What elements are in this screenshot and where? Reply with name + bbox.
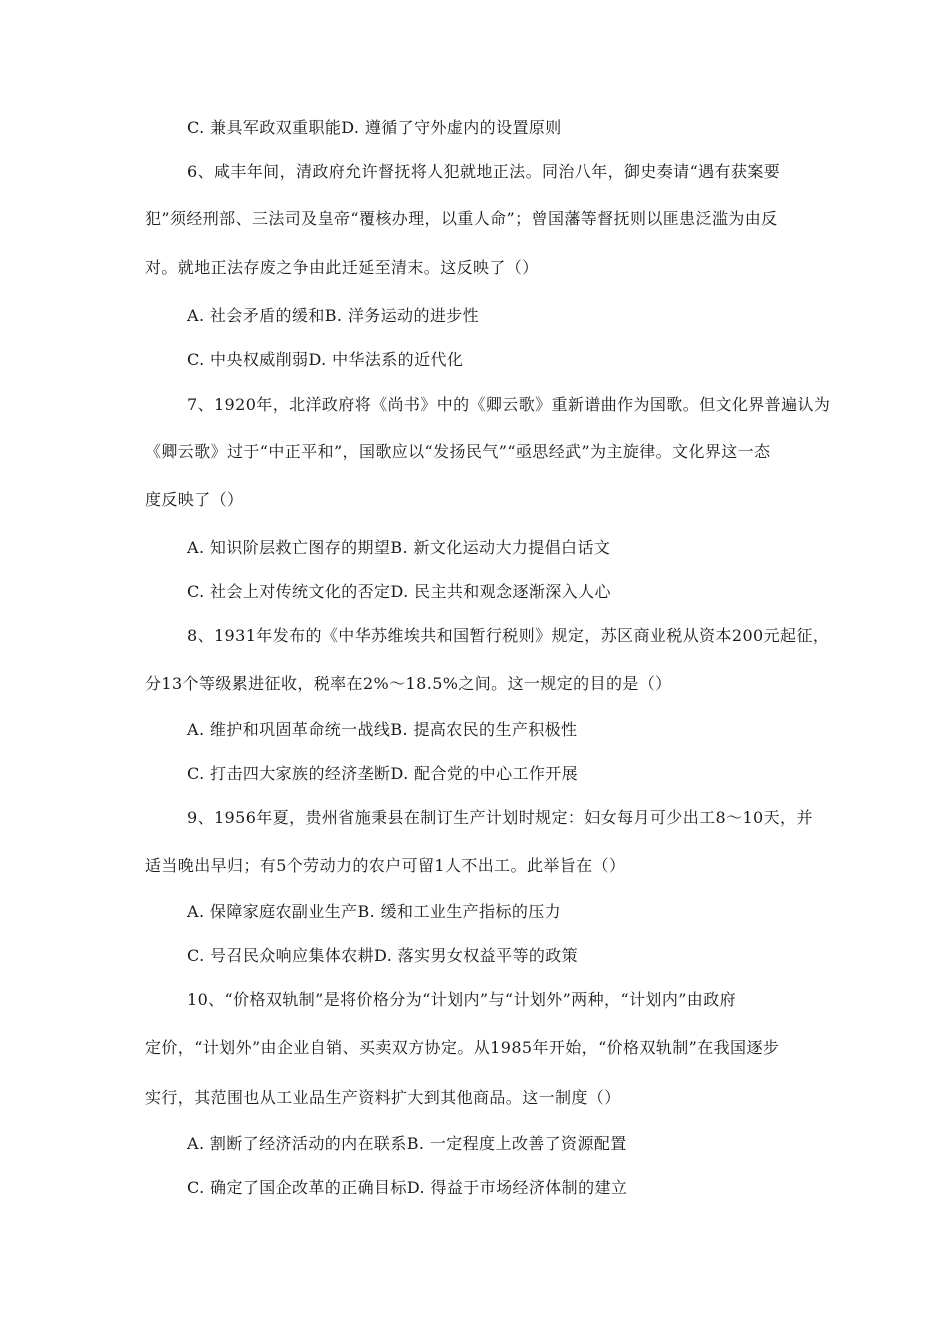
q10-option-cd: C. 确定了国企改革的正确目标D. 得益于市场经济体制的建立 [187,1178,628,1197]
q9-stem-line-2: 适当晚出早归；有5个劳动力的农户可留1人不出工。此举旨在（） [145,856,626,875]
q6-stem-line-1: 6、咸丰年间，清政府允许督抚将人犯就地正法。同治八年，御史奏请“遇有获案要 [187,162,781,181]
q6-option-ab: A. 社会矛盾的缓和B. 洋务运动的进步性 [187,306,480,325]
q10-stem-line-2: 定价，“计划外”由企业自销、买卖双方协定。从1985年开始，“价格双轨制”在我国逐步 [145,1038,780,1057]
q10-option-ab: A. 割断了经济活动的内在联系B. 一定程度上改善了资源配置 [187,1134,627,1153]
q7-stem-line-1: 7、1920年，北洋政府将《尚书》中的《卿云歌》重新谱曲作为国歌。但文化界普遍认为 [187,395,831,414]
q6-option-cd: C. 中央权威削弱D. 中华法系的近代化 [187,350,464,369]
q8-stem-line-1: 8、1931年发布的《中华苏维埃共和国暂行税则》规定，苏区商业税从资本200元起征， [187,626,830,645]
q10-stem-line-3: 实行，其范围也从工业品生产资料扩大到其他商品。这一制度（） [145,1088,621,1107]
q6-stem-line-3: 对。就地正法存废之争由此迁延至清末。这反映了（） [145,258,539,277]
q7-option-cd: C. 社会上对传统文化的否定D. 民主共和观念逐渐深入人心 [187,582,611,601]
q9-option-ab: A. 保障家庭农副业生产B. 缓和工业生产指标的压力 [187,902,562,921]
q6-stem-line-2: 犯”须经刑部、三法司及皇帝“覆核办理，以重人命”；曾国藩等督抚则以匪患泛滥为由反 [145,209,778,228]
q8-option-cd: C. 打击四大家族的经济垄断D. 配合党的中心工作开展 [187,764,579,783]
q9-option-cd: C. 号召民众响应集体农耕D. 落实男女权益平等的政策 [187,946,579,965]
q8-option-ab: A. 维护和巩固革命统一战线B. 提高农民的生产积极性 [187,720,578,739]
q7-stem-line-3: 度反映了（） [145,490,244,509]
q7-stem-line-2: 《卿云歌》过于“中正平和”，国歌应以“发扬民气”“亟思经武”为主旋律。文化界这一态 [145,442,771,461]
q5-option-cd: C. 兼具军政双重职能D. 遵循了守外虚内的设置原则 [187,118,562,137]
q9-stem-line-1: 9、1956年夏，贵州省施秉县在制订生产计划时规定：妇女每月可少出工8～10天，并 [187,808,813,827]
q7-option-ab: A. 知识阶层救亡图存的期望B. 新文化运动大力提倡白话文 [187,538,611,557]
q10-stem-line-1: 10、“价格双轨制”是将价格分为“计划内”与“计划外”两种，“计划内”由政府 [187,990,736,1009]
q8-stem-line-2: 分13个等级累进征收，税率在2%～18.5%之间。这一规定的目的是（） [145,674,672,693]
